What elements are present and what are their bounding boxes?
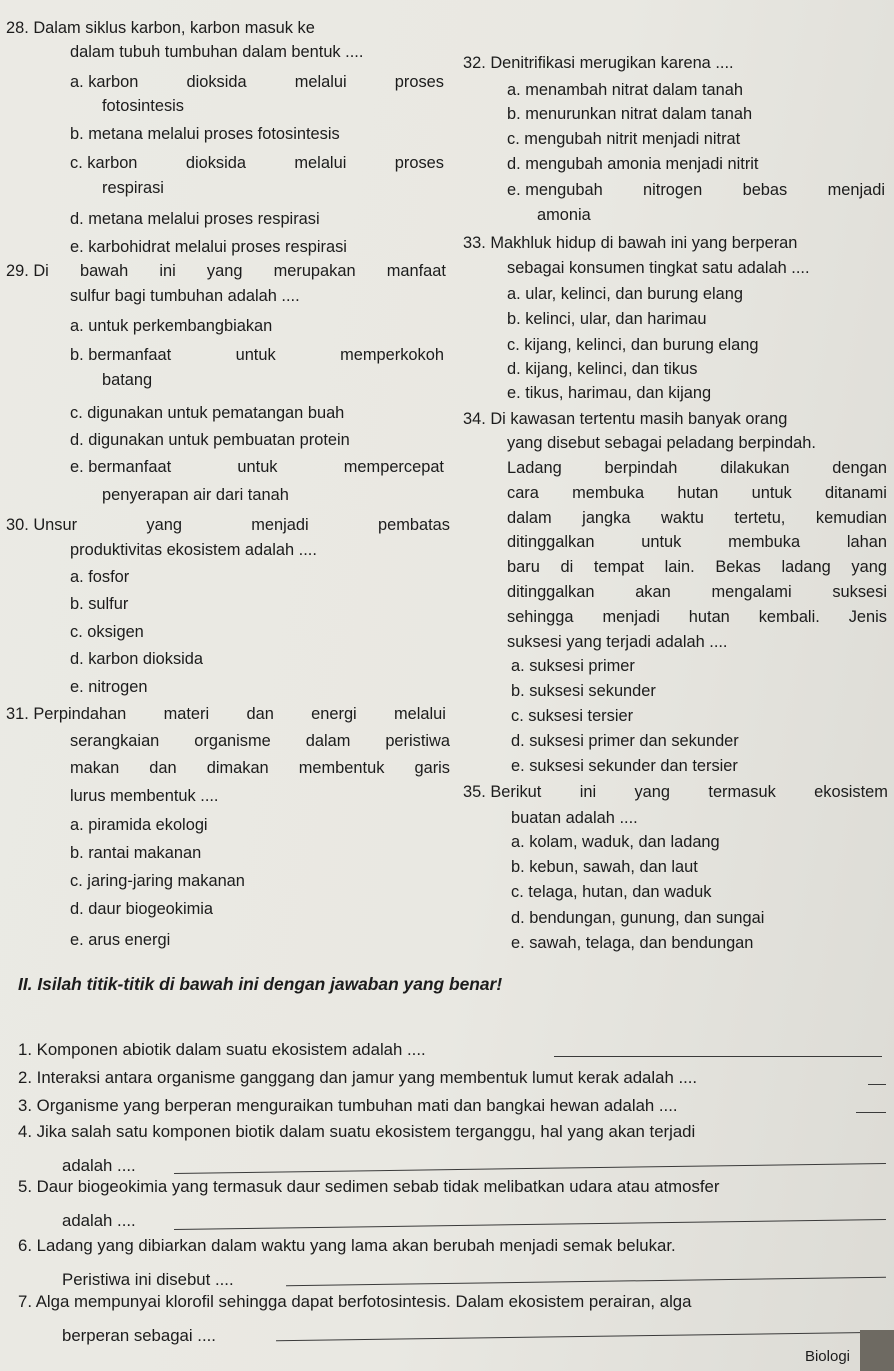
q34-stem-line8: ditinggalkan akan mengalami suksesi	[507, 583, 887, 601]
q32-option-a: a. menambah nitrat dalam tanah	[507, 81, 743, 99]
fill-item-3: 3. Organisme yang berperan menguraikan tumbuhan mati dan bangkai hewan adalah ....	[18, 1096, 678, 1115]
fill-item-7-cont: berperan sebagai ....	[62, 1326, 216, 1345]
q28-stem-line2: dalam tubuh tumbuhan dalam bentuk ....	[70, 43, 364, 61]
q34-option-d: d. suksesi primer dan sekunder	[511, 732, 739, 750]
fill-item-6: 6. Ladang yang dibiarkan dalam waktu yang lama akan berubah menjadi semak belukar.	[18, 1236, 676, 1255]
q31-option-c: c. jaring-jaring makanan	[70, 872, 245, 890]
q31-stem-line2: serangkaian organisme dalam peristiwa	[70, 732, 450, 750]
q28-option-d: d. metana melalui proses respirasi	[70, 210, 320, 228]
q32-option-e-cont: amonia	[537, 206, 591, 224]
q35-option-c: c. telaga, hutan, dan waduk	[511, 883, 712, 901]
q35-option-b: b. kebun, sawah, dan laut	[511, 858, 698, 876]
q33-stem-line2: sebagai konsumen tingkat satu adalah ....	[507, 259, 810, 277]
q33-option-b: b. kelinci, ular, dan harimau	[507, 310, 707, 328]
answer-line-5[interactable]	[174, 1219, 886, 1230]
q28-option-a: a. karbon dioksida melalui proses	[70, 73, 444, 91]
q29-option-d: d. digunakan untuk pembuatan protein	[70, 431, 350, 449]
q33-option-c: c. kijang, kelinci, dan burung elang	[507, 336, 759, 354]
fill-item-7: 7. Alga mempunyai klorofil sehingga dapat berfotosintesis. Dalam ekosistem perairan, alga	[18, 1292, 692, 1311]
footer-subject: Biologi	[804, 1348, 850, 1365]
q34-stem-line4: cara membuka hutan untuk ditanami	[507, 484, 887, 502]
section-ii-heading: II. Isilah titik-titik di bawah ini dengan jawaban yang benar!	[18, 974, 503, 994]
q33-option-a: a. ular, kelinci, dan burung elang	[507, 285, 744, 303]
q29-option-b-cont: batang	[102, 371, 153, 389]
answer-line-3[interactable]	[856, 1112, 886, 1113]
q35-stem-line2: buatan adalah ....	[511, 809, 638, 827]
q35-option-a: a. kolam, waduk, dan ladang	[511, 833, 720, 851]
q28-option-c: c. karbon dioksida melalui proses	[70, 154, 444, 172]
q31-stem-line4: lurus membentuk ....	[70, 787, 219, 805]
q30-option-e: e. nitrogen	[70, 678, 148, 696]
q32-stem: 32. Denitrifikasi merugikan karena ....	[463, 54, 734, 72]
q31-option-d: d. daur biogeokimia	[70, 900, 214, 918]
q34-option-e: e. suksesi sekunder dan tersier	[511, 757, 738, 775]
q28-option-b: b. metana melalui proses fotosintesis	[70, 125, 340, 143]
q30-stem-line1: 30. Unsur yang menjadi pembatas	[6, 516, 450, 534]
q31-option-e: e. arus energi	[70, 931, 171, 949]
q29-option-b: b. bermanfaat untuk memperkokoh	[70, 346, 444, 364]
q34-stem-line2: yang disebut sebagai peladang berpindah.	[507, 434, 816, 452]
q29-stem-line2: sulfur bagi tumbuhan adalah ....	[70, 287, 300, 305]
q34-stem-line6: ditinggalkan untuk membuka lahan	[507, 533, 887, 551]
fill-item-6-cont: Peristiwa ini disebut ....	[62, 1270, 234, 1289]
q34-option-c: c. suksesi tersier	[511, 707, 634, 725]
q29-stem-line1: 29. Di bawah ini yang merupakan manfaat	[6, 262, 446, 280]
q28-option-e: e. karbohidrat melalui proses respirasi	[70, 238, 347, 256]
q34-stem-line3: Ladang berpindah dilakukan dengan	[507, 459, 887, 477]
q34-stem-line10: suksesi yang terjadi adalah ....	[507, 633, 728, 651]
fill-item-4: 4. Jika salah satu komponen biotik dalam suatu ekosistem terganggu, hal yang akan terjadi	[18, 1122, 696, 1141]
page-edge-tab	[860, 1330, 894, 1371]
fill-item-5-cont: adalah ....	[62, 1211, 136, 1230]
q34-option-b: b. suksesi sekunder	[511, 682, 656, 700]
q29-option-e-cont: penyerapan air dari tanah	[102, 486, 289, 504]
q32-option-d: d. mengubah amonia menjadi nitrit	[507, 155, 759, 173]
q29-option-a: a. untuk perkembangbiakan	[70, 317, 273, 335]
q30-stem-line2: produktivitas ekosistem adalah ....	[70, 541, 317, 559]
q31-stem-line1: 31. Perpindahan materi dan energi melalui	[6, 705, 446, 723]
q34-stem-line1: 34. Di kawasan tertentu masih banyak orang	[463, 410, 788, 428]
fill-item-2: 2. Interaksi antara organisme ganggang dan jamur yang membentuk lumut kerak adalah ....	[18, 1068, 698, 1087]
q34-stem-line7: baru di tempat lain. Bekas ladang yang	[507, 558, 887, 576]
q32-option-c: c. mengubah nitrit menjadi nitrat	[507, 130, 741, 148]
answer-line-1[interactable]	[554, 1056, 882, 1057]
q30-option-d: d. karbon dioksida	[70, 650, 204, 668]
q31-option-b: b. rantai makanan	[70, 844, 202, 862]
q34-option-a: a. suksesi primer	[511, 657, 635, 675]
q33-stem-line1: 33. Makhluk hidup di bawah ini yang berperan	[463, 234, 798, 252]
q31-stem-line3: makan dan dimakan membentuk garis	[70, 759, 450, 777]
q33-option-d: d. kijang, kelinci, dan tikus	[507, 360, 698, 378]
q29-option-c: c. digunakan untuk pematangan buah	[70, 404, 345, 422]
q35-option-e: e. sawah, telaga, dan bendungan	[511, 934, 754, 952]
q34-stem-line5: dalam jangka waktu tertetu, kemudian	[507, 509, 887, 527]
q30-option-b: b. sulfur	[70, 595, 129, 613]
answer-line-6[interactable]	[286, 1277, 886, 1286]
q30-option-a: a. fosfor	[70, 568, 130, 586]
q28-option-a-cont: fotosintesis	[102, 97, 184, 115]
q31-option-a: a. piramida ekologi	[70, 816, 208, 834]
fill-item-4-cont: adalah ....	[62, 1156, 136, 1175]
q32-option-e: e. mengubah nitrogen bebas menjadi	[507, 181, 885, 199]
q28-option-c-cont: respirasi	[102, 179, 164, 197]
q32-option-b: b. menurunkan nitrat dalam tanah	[507, 105, 753, 123]
fill-item-1: 1. Komponen abiotik dalam suatu ekosistem adalah ....	[18, 1040, 426, 1059]
q28-stem-line1: 28. Dalam siklus karbon, karbon masuk ke	[6, 19, 315, 37]
q34-stem-line9: sehingga menjadi hutan kembali. Jenis	[507, 608, 887, 626]
q33-option-e: e. tikus, harimau, dan kijang	[507, 384, 712, 402]
answer-line-7[interactable]	[276, 1332, 886, 1342]
q35-stem-line1: 35. Berikut ini yang termasuk ekosistem	[463, 783, 888, 801]
answer-line-2[interactable]	[868, 1084, 886, 1085]
q29-option-e: e. bermanfaat untuk mempercepat	[70, 458, 444, 476]
q35-option-d: d. bendungan, gunung, dan sungai	[511, 909, 765, 927]
fill-item-5: 5. Daur biogeokimia yang termasuk daur sedimen sebab tidak melibatkan udara atau atmosfer	[18, 1177, 720, 1196]
q30-option-c: c. oksigen	[70, 623, 144, 641]
answer-line-4[interactable]	[174, 1163, 886, 1174]
